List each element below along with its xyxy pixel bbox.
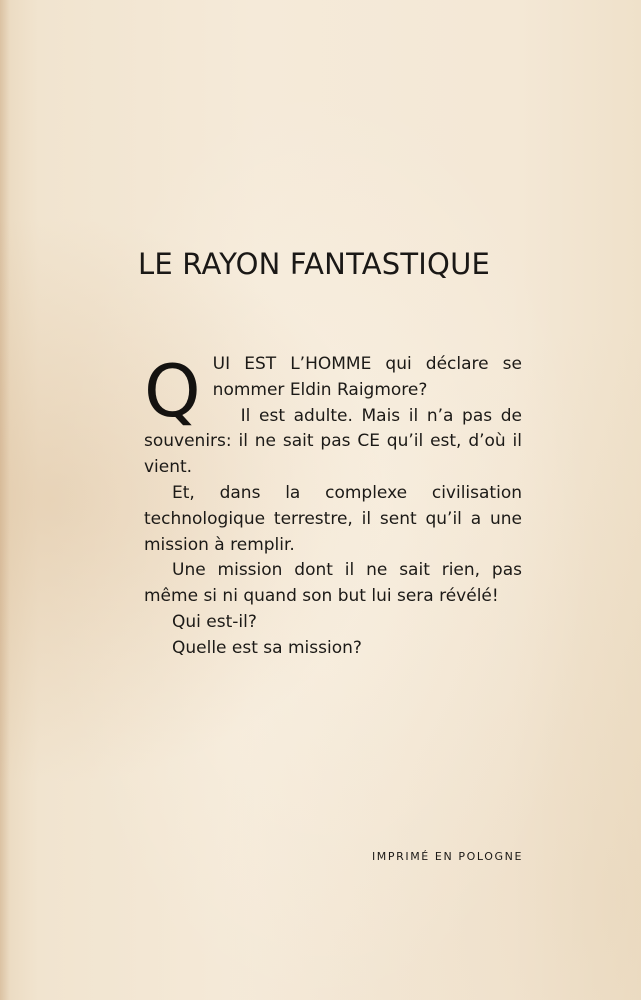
blurb-paragraph-2: Il est adulte. Mais il n’a pas de souvenirs: il ne sait pas CE qu’il est, d’où il vient. <box>144 405 522 478</box>
drop-cap-letter: Q <box>144 349 201 433</box>
series-title: LE RAYON FANTASTIQUE <box>138 247 491 281</box>
blurb-text <box>144 349 522 662</box>
blurb-paragraph-3: Et, dans la complexe civilisation technologique terrestre, il sent qu’il a une mission à remplir. <box>144 482 522 555</box>
blurb-paragraph-5: Qui est-il? <box>172 611 257 632</box>
blurb-paragraph-6: Quelle est sa mission? <box>172 637 362 658</box>
blurb-paragraph-1-text: UI EST L’HOMME qui déclare se nommer Eldin Raigmore? <box>212 354 522 400</box>
paper-edge-shadow <box>0 0 10 1000</box>
blurb-paragraph-1 <box>144 349 522 433</box>
blurb-paragraph-4: Une mission dont il ne sait rien, pas même si ni quand son but lui sera révélé! <box>144 560 522 607</box>
printer-imprint: IMPRIMÉ EN POLOGNE <box>371 850 523 863</box>
